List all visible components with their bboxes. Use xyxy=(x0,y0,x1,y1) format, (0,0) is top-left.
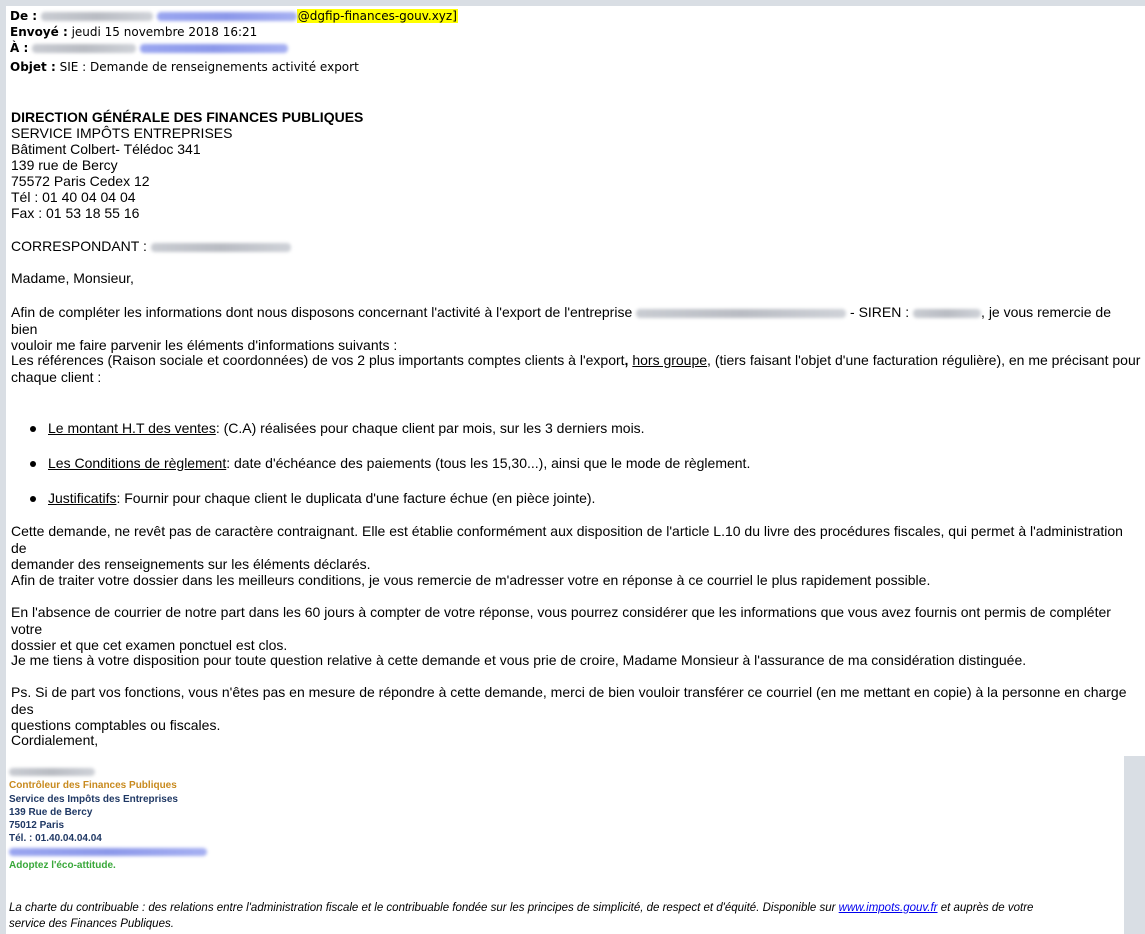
bullet-title: Le montant H.T des ventes xyxy=(48,420,216,436)
org-city: 75572 Paris Cedex 12 xyxy=(11,173,150,189)
signature-tel: Tél. : 01.40.04.04.04 xyxy=(9,833,102,845)
signature-eco: Adoptez l'éco-attitude. xyxy=(9,860,116,872)
redacted-recipient-name xyxy=(32,44,136,53)
bullet-title: Les Conditions de règlement xyxy=(48,455,227,471)
paragraph-disposition: Je me tiens à votre disposition pour toute question relative à cette demande et vous prie de croire, Madame Monsieur à l'assurance de ma considération distinguée. xyxy=(11,652,1027,668)
from-line xyxy=(10,8,458,24)
sent-label: Envoyé : xyxy=(10,25,68,39)
org-building: Bâtiment Colbert- Télédoc 341 xyxy=(11,141,201,157)
redacted-recipient-email[interactable] xyxy=(140,44,288,53)
p7-text-a: Ps. Si de part vos fonctions, vous n'êtes pas en mesure de répondre à cette demande, merci de bien vouloir transférer ce courriel (en me mettant en copie) à la personne en charge des xyxy=(11,684,1127,717)
org-fax: Fax : 01 53 18 55 16 xyxy=(11,205,140,221)
impots-link[interactable]: www.impots.gouv.fr xyxy=(838,902,938,914)
sent-line xyxy=(10,24,257,40)
bullet-icon xyxy=(30,426,36,432)
p1-text-b: - SIREN : xyxy=(850,304,910,320)
list-item xyxy=(30,455,750,471)
p5-text-a: En l'absence de courrier de notre part dans les 60 jours à compter de votre réponse, vous pourrez considérer que les informations que vous avez fournis ont permis de compléter votre xyxy=(11,604,1111,637)
list-item xyxy=(30,490,595,506)
footer-text-a: La charte du contribuable : des relations entre l'administration fiscale et le contribuable fondée sur les principes de simplicité, de respect et d'équité. Disponible sur xyxy=(9,902,836,914)
sender-domain[interactable]: @dgfip-finances-gouv.xyz] xyxy=(297,9,457,23)
redacted-sender-name xyxy=(41,12,153,21)
org-title: DIRECTION GÉNÉRALE DES FINANCES PUBLIQUES xyxy=(11,109,364,125)
p1-text-a: Afin de compléter les informations dont nous disposons concernant l'activité à l'export de l'entreprise xyxy=(11,304,633,320)
greeting: Madame, Monsieur, xyxy=(11,270,134,286)
correspondant-label: CORRESPONDANT : xyxy=(11,238,147,254)
paragraph-references xyxy=(11,352,1141,385)
paragraph-legal xyxy=(11,523,1141,573)
org-tel: Tél : 01 40 04 04 04 xyxy=(11,189,136,205)
window-edge xyxy=(1124,756,1145,934)
redacted-sender-email[interactable] xyxy=(157,12,297,21)
to-label: À : xyxy=(10,41,29,55)
paragraph-reply: Afin de traiter votre dossier dans les meilleurs conditions, je vous remercie de m'adresser votre en réponse à ce courriel le plus rapidement possible. xyxy=(11,572,931,588)
email-page xyxy=(6,6,1145,934)
signature-role: Contrôleur des Finances Publiques xyxy=(9,780,177,792)
p3-text-b: demander des renseignements sur les éléments déclarés. xyxy=(11,556,371,572)
correspondant-line xyxy=(11,238,291,254)
redacted-siren xyxy=(913,309,981,318)
p1-text-d: vouloir me faire parvenir les éléments d'informations suivants : xyxy=(11,337,398,353)
charter-footer xyxy=(9,900,1129,932)
signature-street: 139 Rue de Bercy xyxy=(9,806,93,818)
bullet-icon xyxy=(30,461,36,467)
closing: Cordialement, xyxy=(11,732,99,748)
sent-value: jeudi 15 novembre 2018 16:21 xyxy=(71,25,258,39)
redacted-correspondant xyxy=(151,243,291,252)
p3-text-a: Cette demande, ne revêt pas de caractère contraignant. Elle est établie conformément aux disposition de l'article L.10 du livre des procédures fiscales, qui permet à l'administration de xyxy=(11,523,1123,556)
hors-groupe-text: hors groupe xyxy=(632,352,708,368)
bullet-text: : date d'échéance des paiements (tous les 15,30...), ainsi que le mode de règlement. xyxy=(226,455,751,471)
redacted-signer-name xyxy=(9,768,95,776)
org-block xyxy=(11,109,363,221)
footer-text-c: service des Finances Publiques. xyxy=(9,918,174,930)
redacted-company xyxy=(636,309,846,318)
p2-comma: , xyxy=(624,352,629,368)
paragraph-ps xyxy=(11,684,1141,734)
to-line xyxy=(10,40,288,56)
p7-text-b: questions comptables ou fiscales. xyxy=(11,717,221,733)
paragraph-deadline xyxy=(11,604,1141,654)
p2-text-a: Les références (Raison sociale et coordonnées) de vos 2 plus importants comptes clients à l'export xyxy=(11,352,625,368)
org-service: SERVICE IMPÔTS ENTREPRISES xyxy=(11,125,233,141)
bullet-text: : Fournir pour chaque client le duplicata d'une facture échue (en pièce jointe). xyxy=(116,490,596,506)
p2-text-b: , (tiers faisant l'objet d'une facturation régulière), en me précisant pour xyxy=(707,352,1141,368)
bullet-text: : (C.A) réalisées pour chaque client par mois, sur les 3 derniers mois. xyxy=(215,420,645,436)
signature-service: Service des Impôts des Entreprises xyxy=(9,793,178,805)
bullet-icon xyxy=(30,496,36,502)
p1-text-c: , je vous remercie de bien xyxy=(11,304,1111,337)
subject-line xyxy=(10,59,359,75)
list-item xyxy=(30,420,645,436)
org-street: 139 rue de Bercy xyxy=(11,157,118,173)
bullet-title: Justificatifs xyxy=(48,490,117,506)
signature-block xyxy=(9,766,207,872)
subject-label: Objet : xyxy=(10,60,56,74)
from-label: De : xyxy=(10,9,38,23)
subject-value: SIE : Demande de renseignements activité export xyxy=(59,60,359,74)
p5-text-b: dossier et que cet examen ponctuel est clos. xyxy=(11,637,288,653)
redacted-signer-email[interactable] xyxy=(9,848,207,856)
p2-text-c: chaque client : xyxy=(11,368,102,385)
paragraph-request xyxy=(11,304,1141,354)
signature-city: 75012 Paris xyxy=(9,820,65,832)
footer-text-b: et auprès de votre xyxy=(940,902,1034,914)
